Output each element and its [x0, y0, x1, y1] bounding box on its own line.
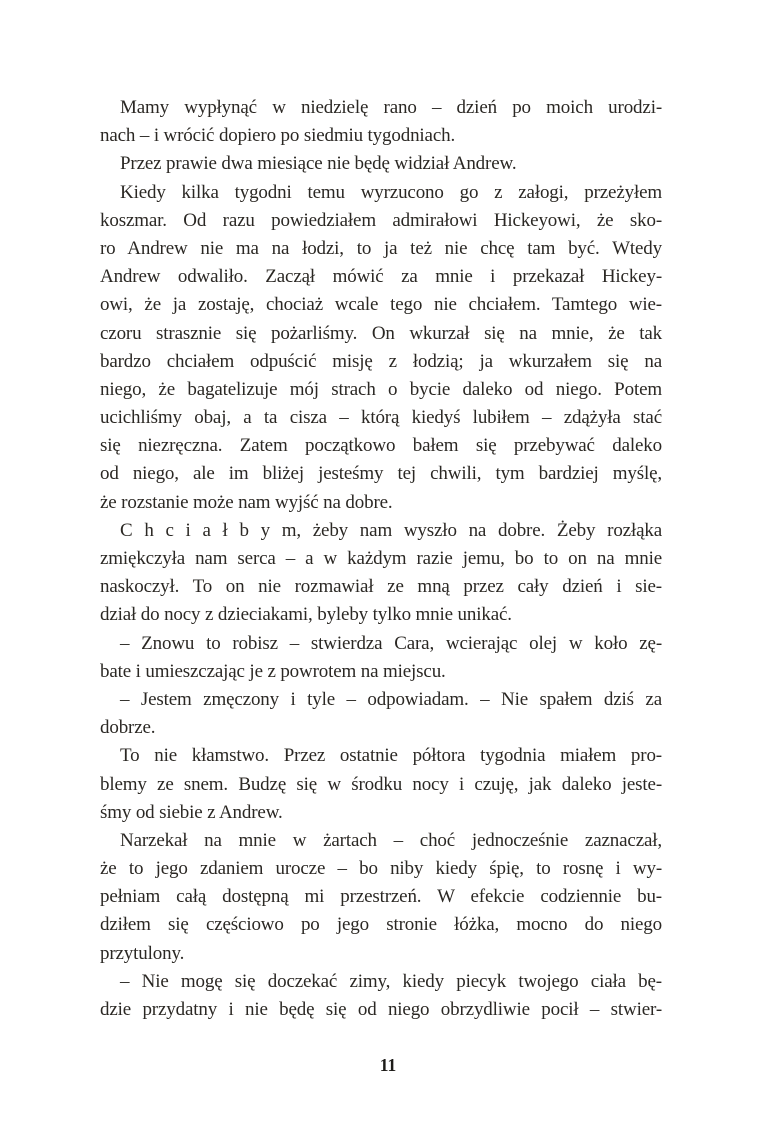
text-line: – Nie mogę się doczekać zimy, kiedy piecyk twojego ciała bę- — [120, 970, 662, 992]
text-line: pełniam całą dostępną mi przestrzeń. W efekcie codziennie bu- — [100, 886, 662, 908]
text-line: dział do nocy z dzieciakami, byleby tylko mnie unikać. — [100, 604, 512, 626]
text-line: ro Andrew nie ma na łodzi, to ja też nie chcę tam być. Wtedy — [100, 237, 662, 259]
text-line: że rozstanie może nam wyjść na dobre. — [100, 491, 393, 513]
text-line: ucichliśmy obaj, a ta cisza – którą kiedyś lubiłem – zdążyła stać — [100, 407, 662, 429]
text-line: naskoczył. To on nie rozmawiał ze mną przez cały dzień i sie- — [100, 576, 662, 598]
text-line: – Jestem zmęczony i tyle – odpowiadam. – Nie spałem dziś za — [120, 688, 662, 710]
text-line: od niego, ale im bliżej jesteśmy tej chwili, tym bardziej myślę, — [100, 463, 662, 485]
text-line: dobrze. — [100, 717, 156, 739]
page-text — [100, 94, 662, 1024]
text-line: przytulony. — [100, 942, 185, 964]
text-line: – Znowu to robisz – stwierdza Cara, wcierając olej w koło zę- — [120, 632, 662, 654]
text-line: dziłem się częściowo po jego stronie łóżka, mocno do niego — [100, 914, 662, 936]
text-line: Mamy wypłynąć w niedzielę rano – dzień po moich urodzi- — [120, 97, 662, 118]
page-number: 11 — [379, 1055, 397, 1075]
text-line: dzie przydatny i nie będę się od niego obrzydliwie pocił – stwier- — [100, 999, 662, 1020]
text-line: bate i umieszczając je z powrotem na miejscu. — [100, 660, 446, 682]
text-line: czoru strasznie się pożarliśmy. On wkurzał się na mnie, że tak — [100, 322, 662, 344]
text-line: nach – i wrócić dopiero po siedmiu tygodniach. — [100, 125, 456, 147]
text-line: Przez prawie dwa miesiące nie będę widział Andrew. — [120, 153, 517, 175]
text-line: niego, że bagatelizuje mój strach o bycie daleko od niego. Potem — [100, 378, 662, 400]
text-line: koszmar. Od razu powiedziałem admirałowi Hickeyowi, że sko- — [100, 209, 662, 231]
text-line: śmy od siebie z Andrew. — [100, 801, 283, 823]
text-line: bardzo chciałem odpuścić misję z łodzią; ja wkurzałem się na — [100, 350, 662, 372]
text-line: zmiękczyła nam serca – a w każdym razie jemu, bo to on na mnie — [100, 548, 662, 569]
text-line: C h c i a ł b y m, żeby nam wyszło na dobre. Żeby rozłąka — [120, 519, 662, 541]
text-line: że to jego zdaniem urocze – bo niby kiedy śpię, to rosnę i wy- — [100, 858, 662, 880]
text-line: owi, że ja zostaję, chociaż wcale tego nie chciałem. Tamtego wie- — [100, 294, 662, 316]
text-line: się niezręczna. Zatem początkowo bałem się przebywać daleko — [100, 435, 662, 457]
text-line: Narzekał na mnie w żartach – choć jednocześnie zaznaczał, — [120, 829, 662, 851]
text-line: blemy ze snem. Budzę się w środku nocy i czuję, jak daleko jeste- — [100, 773, 662, 795]
text-line: To nie kłamstwo. Przez ostatnie półtora tygodnia miałem pro- — [120, 745, 662, 767]
text-line: Andrew odwaliło. Zaczął mówić za mnie i przekazał Hickey- — [100, 266, 662, 288]
text-line: Kiedy kilka tygodni temu wyrzucono go z załogi, przeżyłem — [120, 181, 662, 203]
